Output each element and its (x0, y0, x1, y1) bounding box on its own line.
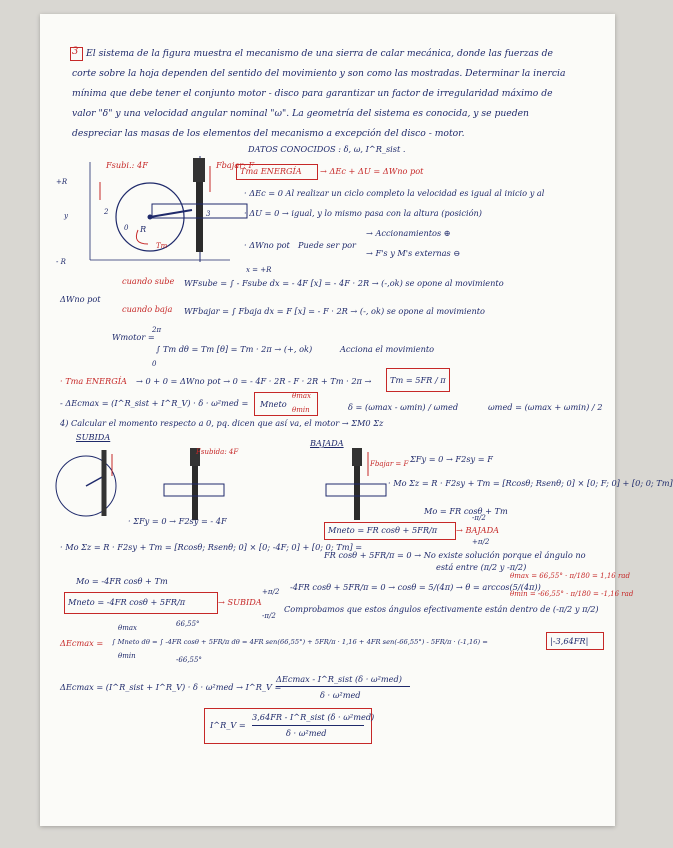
energy-ec: · ΔEc = 0 Al realizar un ciclo completo la velocidad es igual al inicio y al (244, 188, 545, 198)
mneto-bajada: Mneto = FR cosθ + 5FR/π (328, 525, 438, 535)
final-equation: ΔEcmax = (I^R_sist + I^R_V) · δ · ω²med → I^R_V = (60, 682, 282, 692)
notebook-page (40, 14, 673, 826)
problem-line-5: despreciar las masas de los elementos del mecanismo a excepción del disco - motor. (72, 128, 465, 139)
subida-arrow: → SUBIDA (218, 597, 262, 607)
ecmax-omega-med: ωmed = (ωmax + ωmin) / 2 (488, 402, 603, 412)
final-answer-lhs: I^R_V = (210, 720, 246, 730)
fig-node-2: 2 (104, 208, 109, 216)
work-baja-eq: WFbajar = ∫ Fbaja dx = F [x] = - F · 2R → (-, ok) se opone al movimiento (184, 306, 485, 316)
ecmax-theta-max: θmax (292, 392, 311, 400)
subida-force: Fsubida: 4F (196, 448, 239, 456)
energy-puede: Puede ser por (298, 240, 356, 250)
mo-subida: · Mo Σz = R · F2sy + Tm = [Rcosθ; Rsenθ; 0] × [0; -4F; 0] + [0; 0; Tm] = (60, 542, 363, 552)
mechanism-figure (60, 152, 240, 272)
no-solution-2: está entre (π/2 y -π/2) (436, 562, 527, 572)
problem-line-2: corte sobre la hoja dependen del sentido del movimiento y son como las mostradas. Determinar la inercia (72, 68, 566, 79)
ecmax-theta-min: θmin (292, 406, 310, 414)
mo-subida-2: Mo = -4FR cosθ + Tm (76, 576, 168, 586)
energy-u: · ΔU = 0 → igual, y lo mismo pasa con la altura (posición) (244, 208, 483, 218)
final-frac-line (276, 686, 410, 687)
subida-figure (52, 446, 142, 522)
problem-line-4: valor "δ" y una velocidad angular nominal "ω". La geometría del sistema es conocida, y se pueden (72, 108, 529, 119)
cos-equation: -4FR cosθ + 5FR/π = 0 → cosθ = 5/(4π) → θ = arccos(5/(4π)) (290, 582, 541, 592)
subida-range-top: +π/2 (262, 588, 280, 596)
fig-label-tm: Tm (156, 242, 168, 250)
work-baja-label: cuando baja (122, 304, 173, 314)
energy-ext: → F's y M's externas ⊖ (366, 248, 461, 258)
energy-w: · ΔWno pot (244, 240, 290, 250)
fig-minus-R: - R (56, 258, 66, 266)
comprobamos: Comprobamos que estos ángulos efectivamente están dentro de (-π/2 y π/2) (284, 604, 599, 614)
energy-accion: → Accionamientos ⊕ (366, 228, 451, 238)
integral-expression: ∫ Mneto dθ = ∫ -4FR cosθ + 5FR/π dθ = 4FR sen(66,55°) + 5FR/π · 1,16 + 4FR sen(-66,55°) - 5FR/π · (-1,16) = (112, 638, 488, 646)
problem-number: 3 (72, 46, 79, 57)
ecmax-line: - ΔEcmax = (I^R_sist + I^R_V) · δ · ω²med = (60, 398, 249, 408)
fig-force-up: Fsubi.: 4F (106, 160, 148, 170)
fig-axis-y: y (64, 212, 68, 220)
no-solution: FR cosθ + 5FR/π = 0 → No existe solución porque el ángulo no (324, 550, 586, 560)
energy2-eq: → 0 + 0 = ΔWno pot → 0 = - 4F · 2R - F · 2R + Tm · 2π → (136, 376, 372, 386)
energy-equation: → ΔEc + ΔU = ΔWno pot (320, 166, 424, 176)
tm-result: Tm = 5FR / π (390, 375, 446, 385)
bajada-range-bottom: +π/2 (472, 538, 490, 546)
sum-fy-subida: · ΣFy = 0 → F2sy = - 4F (128, 516, 227, 526)
moment-title: 4) Calcular el momento respecto a 0, pq. dicen que así va, el motor → ΣM0 Σz (60, 418, 384, 428)
integral-lhs: ΔEcmax = (60, 638, 104, 648)
energy-title: Tma ENERGÍA (240, 166, 302, 176)
moment-bajada: BAJADA (310, 438, 344, 448)
bajada-arrow: → BAJADA (456, 525, 500, 535)
work-motor-eq: ∫ Tm dθ = Tm [θ] = Tm · 2π → (+, ok) (156, 344, 313, 354)
fig-zero: 0 (124, 224, 129, 232)
integral-upper: 66,55° (176, 620, 200, 628)
work-lim-top: x = +R (246, 266, 272, 274)
mo-bajada: · Mo Σz = R · F2sy + Tm = [Rcosθ; Rsenθ; 0] × [0; F; 0] + [0; 0; Tm] (388, 478, 673, 488)
final-answer-den: δ · ω²med (286, 728, 327, 738)
problem-line-1: El sistema de la figura muestra el mecanismo de una sierra de calar mecánica, donde las fuerzas de (86, 48, 553, 59)
fig-force-down: Fbajar: F (216, 160, 255, 170)
known-data: DATOS CONOCIDOS : δ, ω, I^R_sist . (248, 144, 406, 154)
work-sube-label: cuando sube (122, 276, 175, 286)
final-frac-num: ΔEcmax - I^R_sist (δ · ω²med) (276, 674, 402, 684)
mneto-subida: Mneto = -4FR cosθ + 5FR/π (68, 597, 186, 607)
theta-min-value: θmin = -66,55° · π/180 = -1,16 rad (510, 590, 634, 598)
subida-blade (160, 446, 240, 522)
work-motor-note: Acciona el movimiento (340, 344, 435, 354)
energy2-prefix: · Tma ENERGÍA (60, 376, 127, 386)
integral-lower-min: θmin (118, 652, 136, 660)
work-lim-0: 0 (152, 360, 157, 368)
final-answer-line (252, 725, 364, 726)
final-frac-den: δ · ω²med (320, 690, 361, 700)
fig-node-3: 3 (206, 210, 211, 218)
fig-plus-R: +R (56, 178, 68, 186)
work-sube-eq: WFsube = ∫ - Fsube dx = - 4F [x] = - 4F · 2R → (-,ok) se opone al movimiento (184, 278, 504, 288)
sum-fy-bajada: ΣFy = 0 → F2sy = F (410, 454, 493, 464)
theta-max-value: θmax = 66,55° · π/180 = 1,16 rad (510, 572, 630, 580)
integral-lower: -66,55° (176, 656, 202, 664)
work-lim-2pi: 2π (152, 326, 162, 334)
moment-subida: SUBIDA (76, 432, 111, 442)
final-answer-num: 3,64FR - I^R_sist (δ · ω²med) (252, 712, 375, 722)
problem-line-3: mínima que debe tener el conjunto motor - disco para garantizar un factor de irregularidad máximo de (72, 88, 553, 99)
mo-bajada-2: Mo = FR cosθ + Tm (424, 506, 508, 516)
ecmax-delta: δ = (ωmax - ωmin) / ωmed (348, 402, 459, 412)
mneto-boxed: Mneto (260, 399, 287, 409)
bajada-force: Fbajar = F (370, 460, 409, 468)
work-label: ΔWno pot (60, 294, 101, 304)
bajada-range-top: -π/2 (472, 514, 486, 522)
integral-result: |-3,64FR| (550, 636, 589, 646)
work-motor-label: Wmotor = (112, 332, 155, 342)
integral-upper-max: θmax (118, 624, 137, 632)
subida-range-bottom: -π/2 (262, 612, 276, 620)
fig-label-R: R (140, 224, 147, 234)
